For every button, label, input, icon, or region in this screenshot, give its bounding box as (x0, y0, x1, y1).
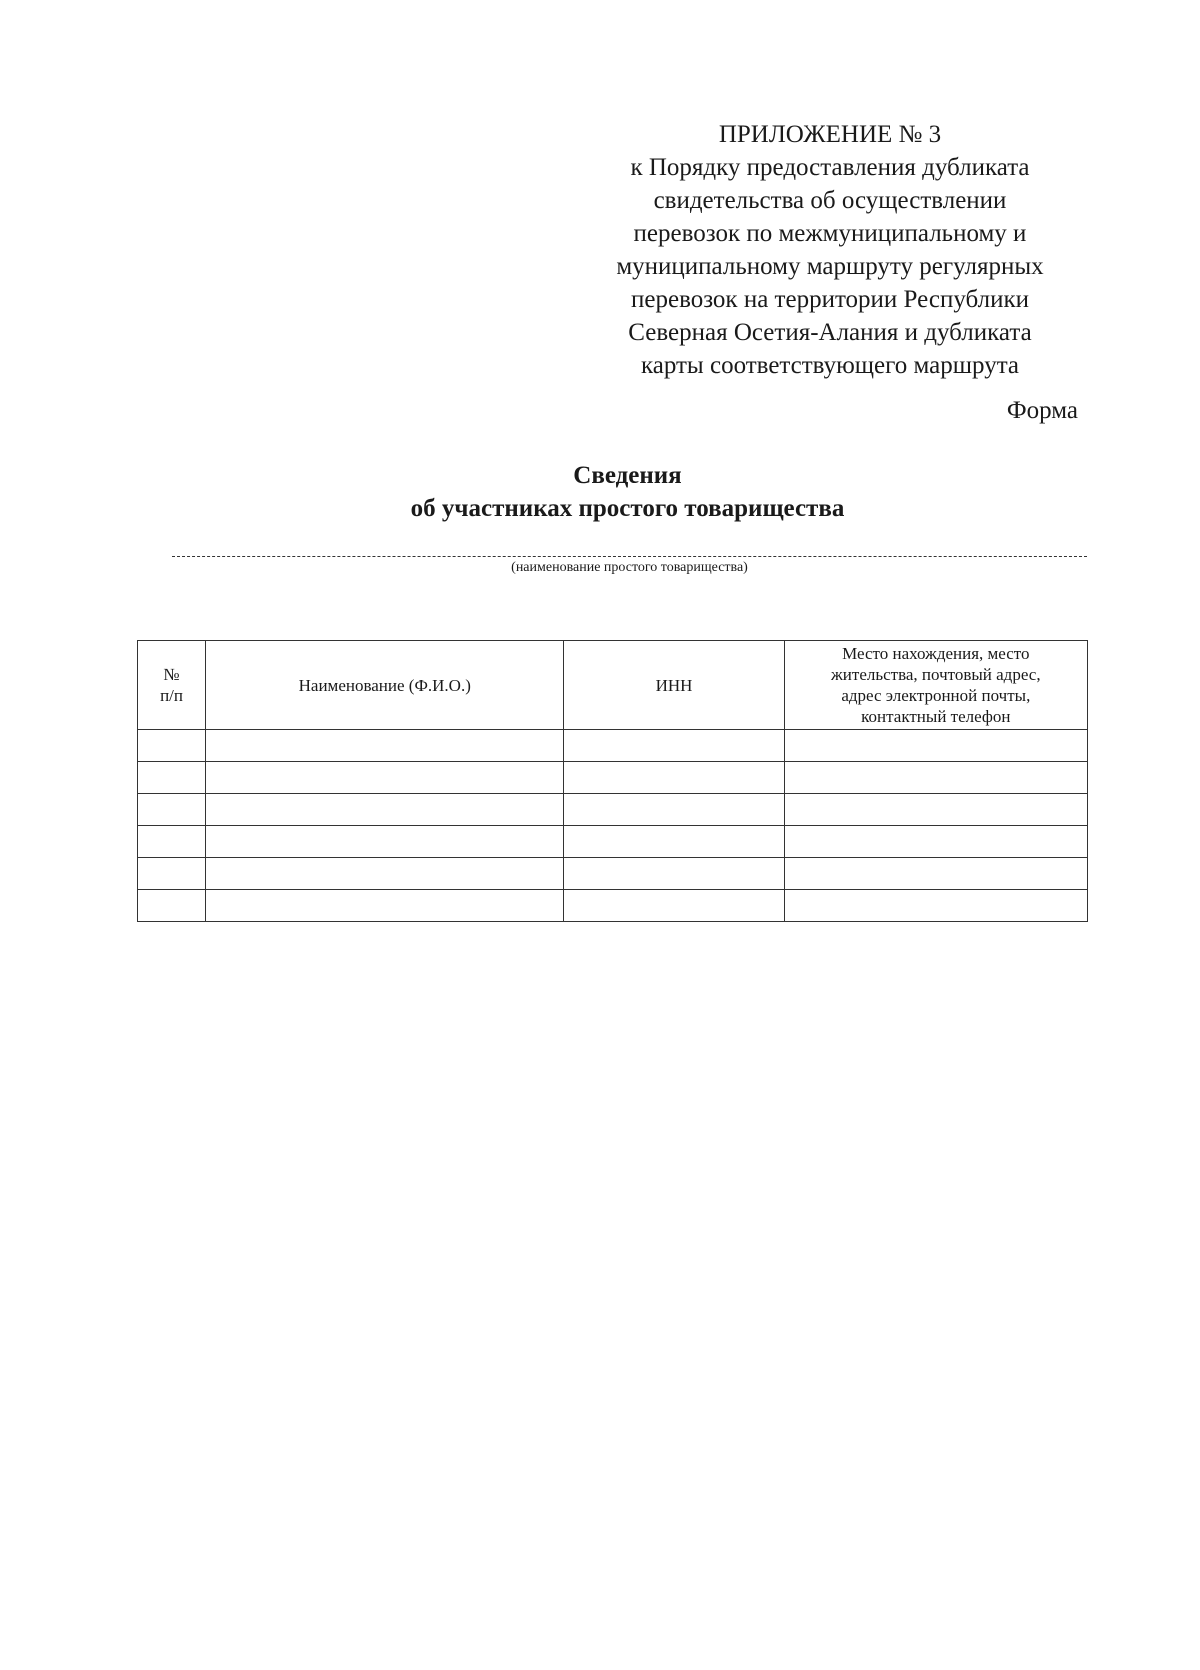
cell-inn[interactable] (564, 762, 784, 794)
cell-name[interactable] (206, 730, 564, 762)
table-row (138, 826, 1088, 858)
partnership-name-field[interactable] (172, 556, 1087, 557)
header-address-line: жительства, почтовый адрес, (831, 665, 1041, 684)
cell-number[interactable] (138, 826, 206, 858)
header-address (784, 641, 1087, 730)
appendix-line: к Порядку предоставления дубликата (630, 154, 1030, 181)
cell-address[interactable] (784, 826, 1087, 858)
cell-name[interactable] (206, 890, 564, 922)
header-inn: ИНН (564, 641, 784, 730)
cell-name[interactable] (206, 762, 564, 794)
table-header-row (138, 641, 1088, 730)
cell-inn[interactable] (564, 730, 784, 762)
cell-number[interactable] (138, 794, 206, 826)
cell-number[interactable] (138, 730, 206, 762)
cell-address[interactable] (784, 730, 1087, 762)
appendix-line: карты соответствующего маршрута (640, 352, 1020, 379)
document-title-line-1: Сведения (573, 462, 682, 489)
cell-name[interactable] (206, 826, 564, 858)
cell-address[interactable] (784, 762, 1087, 794)
cell-address[interactable] (784, 794, 1087, 826)
header-address-line: контактный телефон (861, 707, 1011, 726)
appendix-line: Северная Осетия-Алания и дубликата (628, 319, 1032, 346)
document-title (170, 459, 1085, 525)
cell-address[interactable] (784, 890, 1087, 922)
partnership-name-caption: (наименование простого товарищества) (511, 560, 748, 575)
header-number (138, 641, 206, 730)
appendix-line: перевозок по межмуниципальному и (633, 220, 1027, 247)
appendix-header (585, 118, 1075, 382)
cell-number[interactable] (138, 890, 206, 922)
table-row (138, 794, 1088, 826)
appendix-title: ПРИЛОЖЕНИЕ № 3 (718, 121, 942, 148)
appendix-line: свидетельства об осуществлении (653, 187, 1007, 214)
cell-name[interactable] (206, 794, 564, 826)
table-row (138, 730, 1088, 762)
table-row (138, 762, 1088, 794)
cell-number[interactable] (138, 858, 206, 890)
header-address-line: Место нахождения, место (842, 644, 1030, 663)
cell-inn[interactable] (564, 858, 784, 890)
header-number-abbr: п/п (160, 686, 183, 705)
appendix-line: муниципальному маршруту регулярных (616, 253, 1044, 280)
document-title-line-2: об участниках простого товарищества (410, 495, 845, 522)
cell-address[interactable] (784, 858, 1087, 890)
cell-name[interactable] (206, 858, 564, 890)
header-number-symbol: № (163, 665, 180, 684)
cell-number[interactable] (138, 762, 206, 794)
participants-table (137, 640, 1088, 922)
cell-inn[interactable] (564, 826, 784, 858)
form-label: Форма (1006, 397, 1078, 424)
header-address-line: адрес электронной почты, (841, 686, 1031, 705)
header-name: Наименование (Ф.И.О.) (206, 641, 564, 730)
appendix-line: перевозок на территории Республики (631, 286, 1029, 313)
table-row (138, 890, 1088, 922)
cell-inn[interactable] (564, 890, 784, 922)
table-row (138, 858, 1088, 890)
cell-inn[interactable] (564, 794, 784, 826)
